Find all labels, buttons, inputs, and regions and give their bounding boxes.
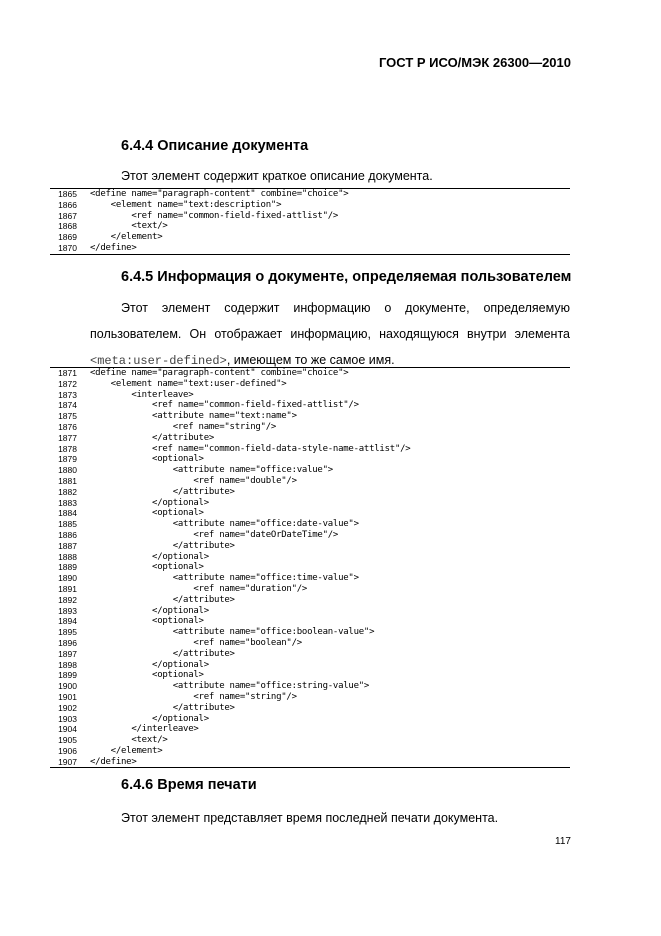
code-text: <attribute name="office:date-value"> (90, 519, 359, 530)
code-line (50, 660, 570, 671)
line-number: 1895 (58, 627, 77, 638)
code-line (50, 627, 570, 638)
paragraph-text: , имеющем то же самое имя. (226, 353, 395, 367)
line-number: 1871 (58, 368, 77, 378)
code-line (50, 200, 570, 211)
code-text: <ref name="common-field-fixed-attlist"/> (90, 210, 339, 221)
line-number: 1896 (58, 637, 77, 648)
code-text: </attribute> (90, 648, 235, 659)
page-number: 117 (555, 836, 571, 847)
code-text: <attribute name="office:string-value"> (90, 681, 370, 692)
code-line (50, 670, 570, 681)
code-text: </attribute> (90, 702, 235, 713)
code-line (50, 444, 570, 455)
code-line (50, 746, 570, 757)
line-number: 1889 (58, 562, 77, 573)
line-number: 1867 (58, 210, 77, 221)
section-title-6-4-4: 6.4.4 Описание документа (121, 138, 309, 154)
code-text: <attribute name="office:time-value"> (90, 573, 359, 584)
section-title-6-4-5: 6.4.5 Информация о документе, определяемая пользователем (121, 269, 572, 285)
code-line (50, 476, 570, 487)
line-number: 1878 (58, 443, 77, 454)
code-text: <ref name="dateOrDateTime"/> (90, 529, 339, 540)
code-line (50, 411, 570, 422)
code-text: <text/> (90, 735, 168, 746)
code-text: <optional> (90, 562, 204, 573)
code-text: <optional> (90, 670, 204, 681)
code-text: </interleave> (90, 724, 199, 735)
line-number: 1874 (58, 400, 77, 411)
code-text: </attribute> (90, 594, 235, 605)
code-line (50, 519, 570, 530)
code-text: <optional> (90, 454, 204, 465)
code-block-description (50, 188, 570, 255)
line-number: 1886 (58, 529, 77, 540)
code-line (50, 433, 570, 444)
code-line (50, 692, 570, 703)
code-line (50, 573, 570, 584)
code-line (50, 606, 570, 617)
code-line (50, 487, 570, 498)
code-line (50, 232, 570, 243)
code-line (50, 638, 570, 649)
code-line (50, 390, 570, 401)
code-line (50, 724, 570, 735)
paragraph-line: Этот элемент содержит информацию о документе, определяемую (121, 301, 570, 315)
code-text: <optional> (90, 508, 204, 519)
code-line (50, 616, 570, 627)
line-number: 1904 (58, 724, 77, 735)
code-text: <ref name="string"/> (90, 691, 297, 702)
code-text: <text/> (90, 221, 168, 232)
code-line (50, 189, 570, 200)
line-number: 1891 (58, 583, 77, 594)
code-text: <interleave> (90, 389, 194, 400)
code-text: <attribute name="office:value"> (90, 465, 333, 476)
code-text: </optional> (90, 497, 209, 508)
code-line (50, 422, 570, 433)
line-number: 1905 (58, 735, 77, 746)
line-number: 1875 (58, 411, 77, 422)
code-text: <attribute name="office:boolean-value"> (90, 627, 375, 638)
code-text: <define name="paragraph-content" combine="choice"> (90, 189, 349, 199)
code-line (50, 735, 570, 746)
line-number: 1881 (58, 475, 77, 486)
code-line (50, 714, 570, 725)
code-text: <ref name="duration"/> (90, 583, 308, 594)
line-number: 1872 (58, 378, 77, 389)
code-text: <ref name="common-field-fixed-attlist"/> (90, 400, 359, 411)
line-number: 1900 (58, 681, 77, 692)
line-number: 1880 (58, 465, 77, 476)
line-number: 1870 (58, 242, 77, 253)
paragraph-6-4-5 (90, 295, 570, 374)
code-line (50, 368, 570, 379)
code-line (50, 221, 570, 232)
code-text: </optional> (90, 659, 209, 670)
code-text: <ref name="double"/> (90, 475, 297, 486)
code-line (50, 649, 570, 660)
line-number: 1901 (58, 691, 77, 702)
line-number: 1865 (58, 189, 77, 199)
line-number: 1883 (58, 497, 77, 508)
code-text: <element name="text:description"> (90, 199, 282, 210)
code-block-user-defined (50, 367, 570, 768)
code-text: </attribute> (90, 486, 235, 497)
line-number: 1876 (58, 421, 77, 432)
code-line (50, 681, 570, 692)
line-number: 1882 (58, 486, 77, 497)
line-number: 1894 (58, 616, 77, 627)
code-text: <define name="paragraph-content" combine="choice"> (90, 368, 349, 378)
code-text: <ref name="common-field-data-style-name-attlist"/> (90, 443, 411, 454)
code-line (50, 552, 570, 563)
code-text: <attribute name="text:name"> (90, 411, 297, 422)
inline-code: <meta:user-defined> (90, 354, 227, 368)
line-number: 1892 (58, 594, 77, 605)
code-line (50, 584, 570, 595)
code-line (50, 211, 570, 222)
code-line (50, 498, 570, 509)
line-number: 1890 (58, 573, 77, 584)
section-title-6-4-6: 6.4.6 Время печати (121, 777, 257, 793)
line-number: 1877 (58, 432, 77, 443)
code-line (50, 703, 570, 714)
paragraph-line: пользователем. Он отображает информацию, находящуюся внутри элемента (90, 327, 570, 341)
code-text: </optional> (90, 713, 209, 724)
code-text: </element> (90, 232, 163, 243)
code-text: <ref name="boolean"/> (90, 637, 302, 648)
line-number: 1869 (58, 232, 77, 243)
line-number: 1888 (58, 551, 77, 562)
code-text: </attribute> (90, 432, 215, 443)
line-number: 1879 (58, 454, 77, 465)
code-line (50, 595, 570, 606)
line-number: 1897 (58, 648, 77, 659)
code-line (50, 757, 570, 768)
line-number: 1906 (58, 745, 77, 756)
line-number: 1907 (58, 756, 77, 767)
line-number: 1903 (58, 713, 77, 724)
line-number: 1902 (58, 702, 77, 713)
line-number: 1887 (58, 540, 77, 551)
code-text: </attribute> (90, 540, 235, 551)
line-number: 1868 (58, 221, 77, 232)
line-number: 1873 (58, 389, 77, 400)
code-text: </define> (90, 756, 137, 767)
line-number: 1899 (58, 670, 77, 681)
code-text: <element name="text:user-defined"> (90, 378, 287, 389)
code-line (50, 243, 570, 254)
code-text: </optional> (90, 605, 209, 616)
document-header: ГОСТ Р ИСО/МЭК 26300—2010 (378, 55, 571, 70)
code-text: </optional> (90, 551, 209, 562)
code-text: </element> (90, 745, 163, 756)
code-text: <ref name="string"/> (90, 421, 277, 432)
code-line (50, 454, 570, 465)
line-number: 1898 (58, 659, 77, 670)
line-number: 1893 (58, 605, 77, 616)
code-line (50, 541, 570, 552)
code-text: <optional> (90, 616, 204, 627)
code-line (50, 465, 570, 476)
code-line (50, 379, 570, 390)
line-number: 1884 (58, 508, 77, 519)
code-text: </define> (90, 242, 137, 253)
code-line (50, 508, 570, 519)
code-line (50, 530, 570, 541)
paragraph-6-4-6: Этот элемент представляет время последней печати документа. (121, 811, 499, 825)
line-number: 1866 (58, 199, 77, 210)
line-number: 1885 (58, 519, 77, 530)
code-line (50, 562, 570, 573)
paragraph-6-4-4: Этот элемент содержит краткое описание документа. (121, 169, 433, 183)
code-line (50, 400, 570, 411)
